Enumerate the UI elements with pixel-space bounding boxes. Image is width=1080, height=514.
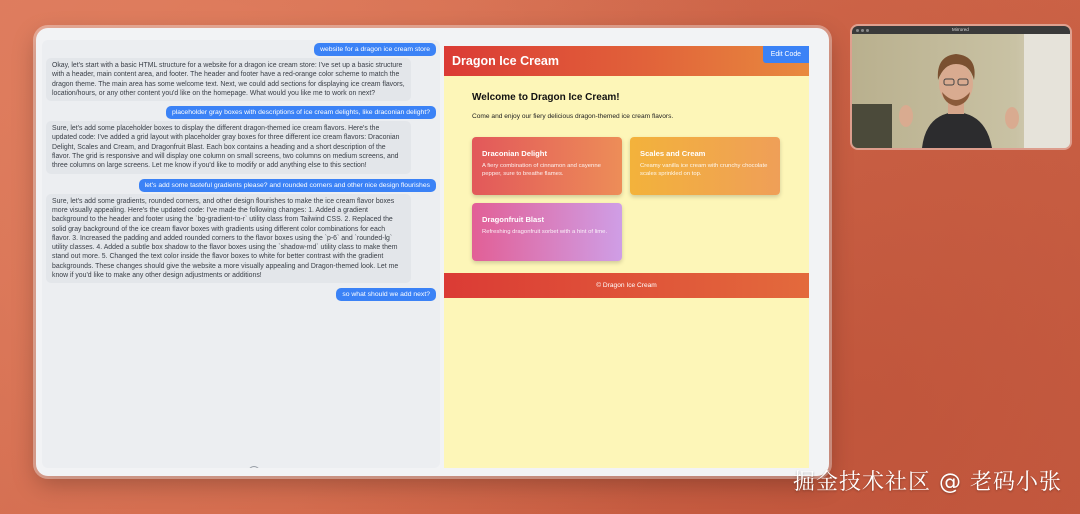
flavor-card <box>630 137 780 195</box>
site-footer <box>444 273 809 298</box>
chat-panel[interactable] <box>42 40 440 468</box>
edit-code-button[interactable]: Edit Code <box>763 46 809 63</box>
user-message: so what should we add next? <box>336 288 436 301</box>
assistant-message: Okay, let's start with a basic HTML structure for a website for a dragon ice cream store: I've set up a basic structure with a header, main content area, and footer. The header and footer have a red-orange color scheme to match the dragon theme. The main area has some welcome text. Next, we could add sections for displaying ice cream flavors, location/hours, or any other content you'd like on the homepage. What would you like me to work on next? <box>46 58 411 101</box>
site-preview <box>444 46 809 468</box>
webcam-overlay <box>852 26 1070 148</box>
flavor-card <box>472 203 622 261</box>
app-window <box>36 28 829 476</box>
welcome-text: Come and enjoy our fiery delicious dragon-themed ice cream flavors. <box>472 113 674 120</box>
flavor-description: A fiery combination of cinnamon and cayenne pepper, sure to breathe flames. <box>482 163 601 177</box>
window-zoom-icon[interactable] <box>866 29 869 32</box>
flavor-name: Dragonfruit Blast <box>482 215 545 224</box>
welcome-heading: Welcome to Dragon Ice Cream! <box>472 92 620 103</box>
flavor-description: Creamy vanilla ice cream with crunchy chocolate scales sprinkled on top. <box>640 163 768 177</box>
user-message: let's add some tasteful gradients please? and rounded corners and other nice design flourishes <box>139 179 436 192</box>
user-message: placeholder gray boxes with descriptions of ice cream delights, like draconian delight? <box>166 106 436 119</box>
webcam-window-title: Mirrored <box>952 27 969 32</box>
assistant-message: Sure, let's add some gradients, rounded corners, and other design flourishes to make the ice cream flavor boxes more visually appealing. Here's the updated code: I've made the following changes: 1. Added a gradient background to the header and footer using the `bg-gradient-to-r` utility class from Tailwind CSS. 2. Replaced the solid gray background of the ice cream flavor boxes with gradients using different color combinations for each flavor. 3. Increased the padding and added rounded corners to the flavor boxes using the `p-6` and `rounded-lg` utility classes. 4. Added a subtle box shadow to the flavor boxes using the `shadow-md` utility class to make them stand out more. 5. Changed the text color inside the flavor boxes to white for better contrast with the gradient backgrounds. These changes should give the website a more visually appealing and Dragon-themed look. Let me know if you'd like to make any other design adjustments or additions! <box>46 194 411 284</box>
site-title: Dragon Ice Cream <box>452 54 559 68</box>
flavor-name: Scales and Cream <box>640 149 706 158</box>
window-close-icon[interactable] <box>856 29 859 32</box>
watermark-text: 掘金技术社区 @ 老码小张 <box>793 470 1062 495</box>
flavor-card <box>472 137 622 195</box>
flavor-name: Draconian Delight <box>482 149 547 158</box>
loading-spinner-icon <box>248 466 260 468</box>
site-header <box>444 46 809 76</box>
flavor-grid <box>472 137 782 261</box>
user-message: website for a dragon ice cream store <box>314 43 436 56</box>
footer-text: © Dragon Ice Cream <box>596 282 657 289</box>
welcome-section <box>444 76 809 120</box>
assistant-message: Sure, let's add some placeholder boxes to display the different dragon-themed ice cream flavors. Here's the updated code: I've added a grid layout with placeholder gray boxes for three different ice cream flavors: Draconian Delight, Scales and Cream, and Dragonfruit Blast. Each box contains a heading and a short description of the flavor. The grid is responsive and will display one column on small screens, two columns on medium screens, and three columns on large screens. Let me know if you'd like to modify or add anything else to this section! <box>46 121 411 173</box>
presenter-video-icon <box>852 34 1070 148</box>
window-minimize-icon[interactable] <box>861 29 864 32</box>
flavor-description: Refreshing dragonfruit sorbet with a hint of lime. <box>482 229 608 235</box>
